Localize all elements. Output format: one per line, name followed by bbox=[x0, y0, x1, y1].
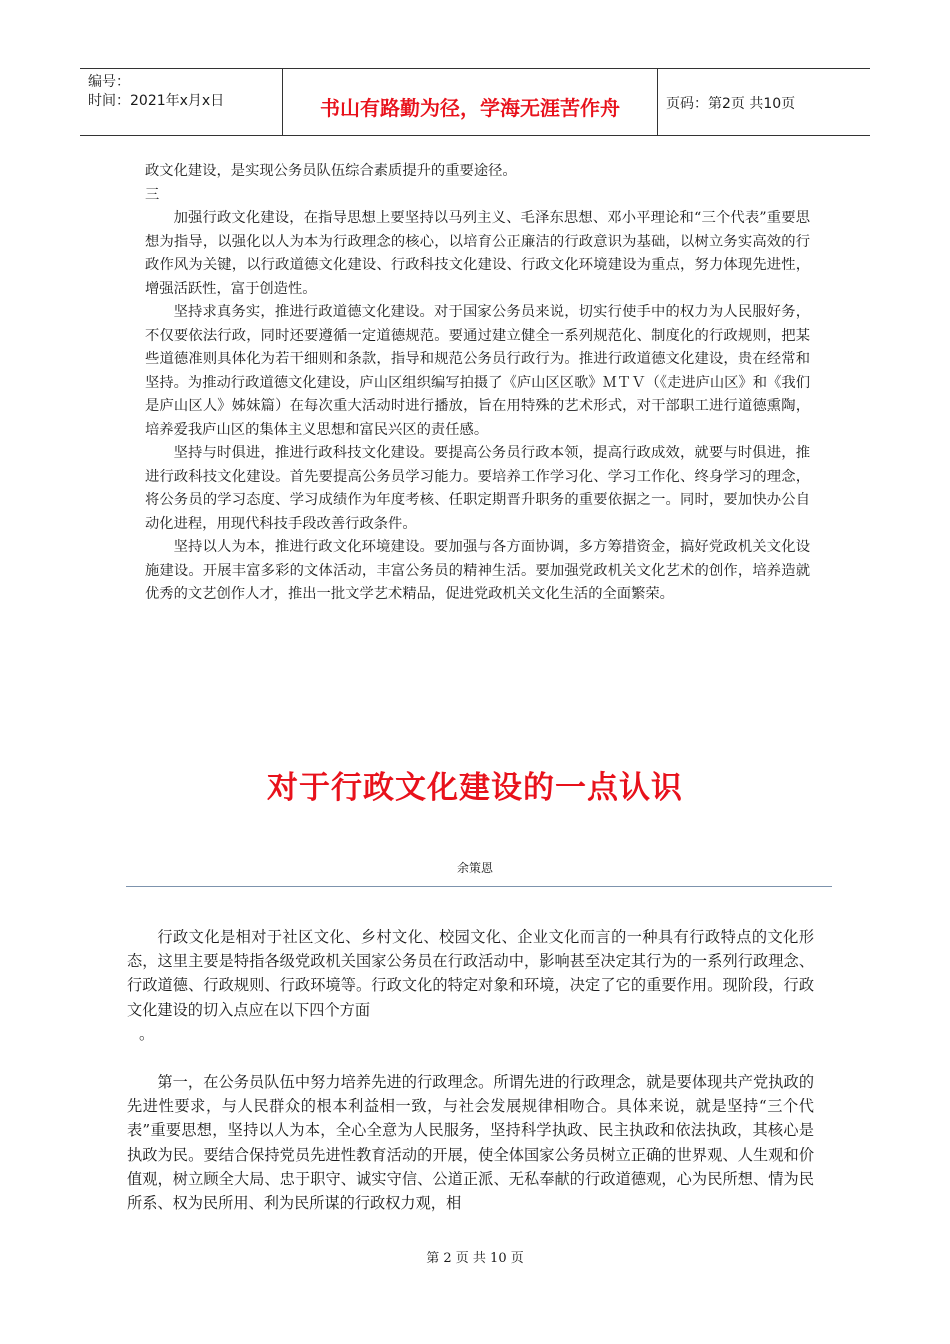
article-title: 对于行政文化建设的一点认识 bbox=[267, 770, 683, 806]
document-time-label: 时间：2021年x月x日 bbox=[88, 93, 225, 109]
header-page-info: 页码：第2页 共10页 bbox=[666, 96, 796, 112]
paragraph: 行政文化是相对于社区文化、乡村文化、校园文化、企业文化而言的一种具有行政特点的文化形态，这里主要是特指各级党政机关国家公务员在行政活动中，影响甚至决定其行为的一系列行政理念、行政道德、行政规则、行政环境等。行政文化的特定对象和环境，决定了它的重要作用。现阶段，行政文化建设的切入点应在以下四个方面 bbox=[127, 928, 814, 1019]
header-motto: 书山有路勤为径，学海无涯苦作舟 bbox=[283, 69, 658, 135]
header-meta-cell bbox=[80, 69, 283, 135]
section-continued-text bbox=[145, 160, 810, 607]
paragraph: 坚持求真务实，推进行政道德文化建设。对于国家公务员来说，切实行使手中的权力为人民服好务，不仅要依法行政，同时还要遵循一定道德规范。要通过建立健全一系列规范化、制度化的行政规则，把某些道德准则具体化为若干细则和条款，指导和规范公务员行政行为。推进行政道德文化建设，贵在经常和坚持。为推动行政道德文化建设，庐山区组织编写拍摄了《庐山区区歌》ＭＴＶ（《走进庐山区》和《我们是庐山区人》姊妹篇）在每次重大活动时进行播放，旨在用特殊的艺术形式，对干部职工进行道德熏陶，培养爱我庐山区的集体主义思想和富民兴区的责任感。 bbox=[145, 304, 810, 438]
page-footer: 第 2 页 共 10 页 bbox=[426, 1251, 524, 1266]
article-body bbox=[127, 1070, 814, 1215]
header-table bbox=[80, 68, 870, 136]
article-author: 余策恩 bbox=[456, 861, 493, 875]
section-number: 三 bbox=[145, 186, 160, 203]
paragraph-tail: 。 bbox=[139, 1024, 155, 1043]
title-divider bbox=[126, 886, 832, 887]
paragraph: 第一，在公务员队伍中努力培养先进的行政理念。所谓先进的行政理念，就是要体现共产党执政的先进性要求，与人民群众的根本利益相一致，与社会发展规律相吻合。具体来说，就是坚持“三个代表”重要思想，坚持以人为本，全心全意为人民服务，坚持科学执政、民主执政和依法执政，其核心是执政为民。要结合保持党员先进性教育活动的开展，使全体国家公务员树立正确的世界观、人生观和价值观，树立顾全大局、忠于职守、诚实守信、公道正派、无私奉献的行政道德观，心为民所想、情为民所系、权为民所用、利为民所谋的行政权力观，相 bbox=[127, 1073, 814, 1213]
document-number-label: 编号： bbox=[88, 74, 130, 90]
article-intro bbox=[127, 925, 814, 1046]
continued-line: 政文化建设，是实现公务员队伍综合素质提升的重要途径。 bbox=[145, 163, 517, 179]
paragraph: 坚持与时俱进，推进行政科技文化建设。要提高公务员行政本领，提高行政成效，就要与时俱进，推进行政科技文化建设。首先要提高公务员学习能力。要培养工作学习化、学习工作化、终身学习的理念，将公务员的学习态度、学习成绩作为年度考核、任职定期晋升职务的重要依据之一。同时，要加快办公自动化进程，用现代科技手段改善行政条件。 bbox=[145, 445, 810, 532]
paragraph: 坚持以人为本，推进行政文化环境建设。要加强与各方面协调，多方筹措资金，搞好党政机关文化设施建设。开展丰富多彩的文体活动，丰富公务员的精神生活。要加强党政机关文化艺术的创作，培养造就优秀的文艺创作人才，推出一批文学艺术精品，促进党政机关文化生活的全面繁荣。 bbox=[145, 539, 810, 602]
paragraph: 加强行政文化建设，在指导思想上要坚持以马列主义、毛泽东思想、邓小平理论和“三个代表”重要思想为指导，以强化以人为本为行政理念的核心，以培育公正廉洁的行政意识为基础，以树立务实高效的行政作风为关键，以行政道德文化建设、行政科技文化建设、行政文化环境建设为重点，努力体现先进性，增强活跃性，富于创造性。 bbox=[145, 210, 810, 297]
